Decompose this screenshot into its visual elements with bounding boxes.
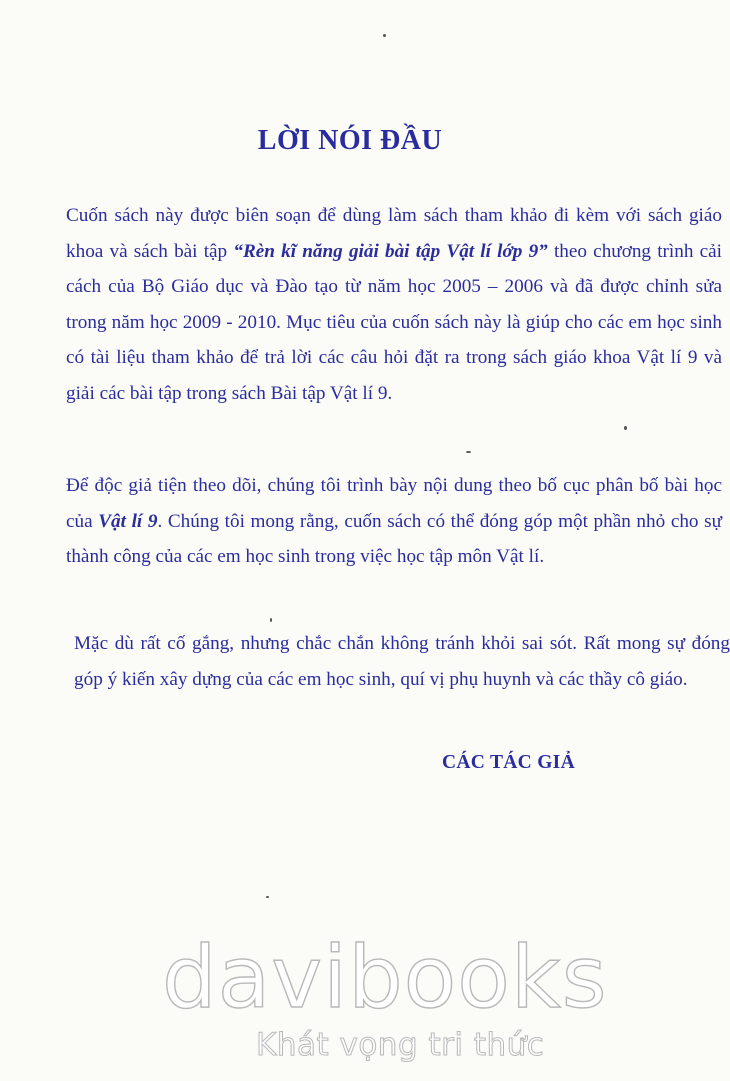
scan-speck bbox=[466, 451, 471, 453]
paragraph-intro bbox=[24, 198, 722, 411]
paragraph-structure-text-1: Để độc giả tiện theo dõi, chúng tôi trình bày nội dung theo bố cục phân bố bài học của bbox=[66, 475, 722, 532]
scan-speck bbox=[270, 618, 272, 622]
subject-emphasis: Vật lí 9 bbox=[98, 510, 158, 532]
paragraph-closing: Mặc dù rất cố gắng, nhưng chắc chắn không tránh khỏi sai sót. Rất mong sự đóng góp ý kiến xây dựng của các em học sinh, quí vị phụ huynh và các thầy cô giáo. bbox=[74, 633, 730, 690]
scan-speck bbox=[624, 426, 627, 430]
scan-speck bbox=[383, 34, 386, 37]
watermark-tagline: Khát vọng tri thức bbox=[256, 1027, 545, 1063]
watermark-logo: davibooks bbox=[162, 928, 608, 1028]
scan-speck bbox=[266, 896, 269, 898]
paragraph-structure-text-2: . Chúng tôi mong rằng, cuốn sách có thể đóng góp một phần nhỏ cho sự thành công của các em học sinh trong việc học tập môn Vật lí. bbox=[66, 510, 722, 567]
page-title: LỜI NÓI ĐẦU bbox=[257, 125, 443, 156]
paragraph-intro-text-1: Cuốn sách này được biên soạn để dùng làm sách tham khảo đi kèm với sách giáo khoa và sách bài tập bbox=[66, 205, 722, 262]
paragraph-intro-text-2: theo chương trình cải cách của Bộ Giáo dục và Đào tạo từ năm học 2005 – 2006 và đã được chỉnh sửa trong năm học 2009 - 2010. Mục tiêu của cuốn sách này là giúp cho các em học sinh có tài liệu tham khảo để trả lời các câu hỏi đặt ra trong sách giáo khoa Vật lí 9 và giải các bài tập trong sách Bài tập Vật lí 9. bbox=[66, 240, 723, 404]
book-title-emphasis: “Rèn kĩ năng giải bài tập Vật lí lớp 9” bbox=[233, 240, 548, 262]
paragraph-structure bbox=[24, 468, 722, 575]
authors-signature: CÁC TÁC GIẢ bbox=[442, 752, 575, 773]
